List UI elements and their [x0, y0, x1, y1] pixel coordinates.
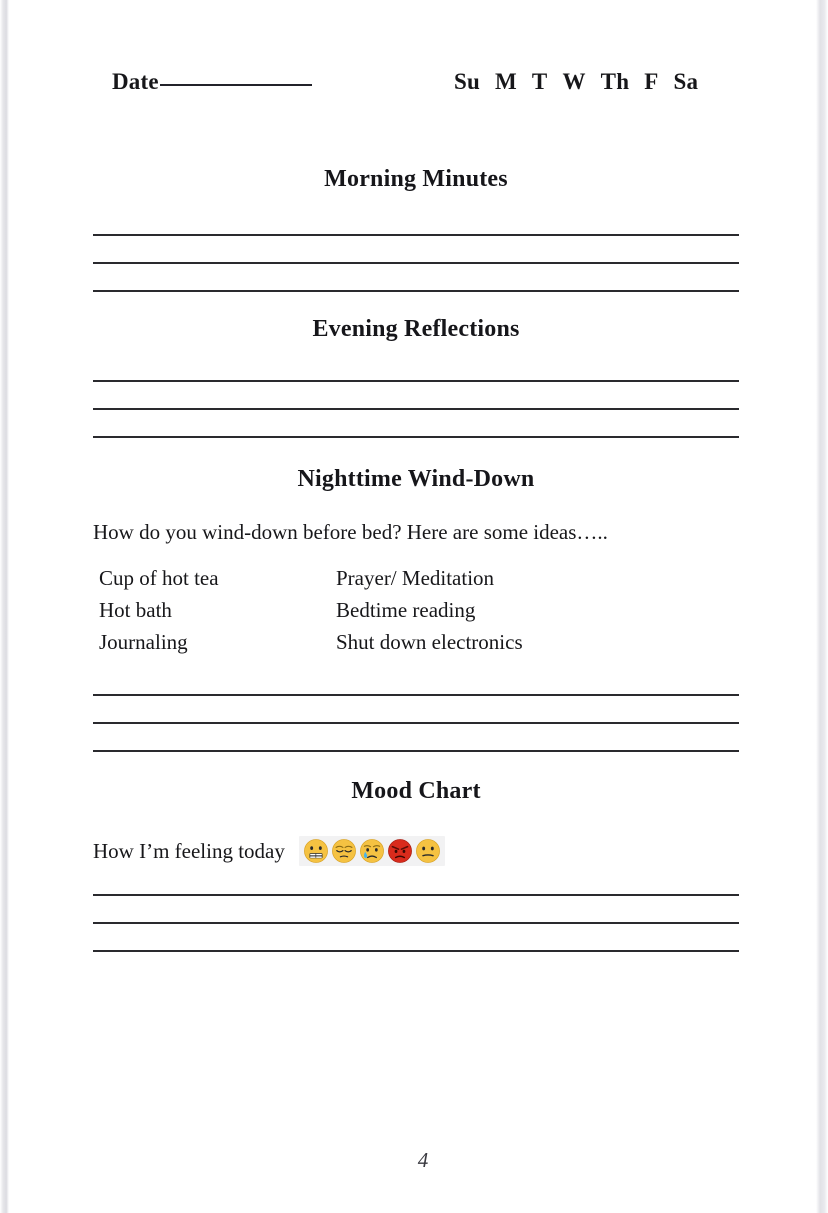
day-option-f[interactable]: F: [644, 69, 659, 94]
section-title-morning-minutes: Morning Minutes: [324, 166, 508, 192]
writing-line[interactable]: [93, 290, 739, 292]
writing-line[interactable]: [93, 262, 739, 264]
list-item: [99, 630, 699, 662]
morning-minutes-writing-lines[interactable]: [93, 234, 739, 292]
mood-selector-row: [93, 836, 445, 866]
day-option-w[interactable]: W: [562, 69, 586, 94]
page-sheet: [9, 0, 816, 1213]
header: [112, 69, 732, 103]
mood-prompt-text: How I’m feeling today: [93, 838, 285, 863]
mood-emoji-strip[interactable]: [299, 836, 445, 866]
sleepy-face-icon[interactable]: [331, 838, 357, 864]
idea-item: Bedtime reading: [336, 598, 476, 622]
writing-line[interactable]: [93, 722, 739, 724]
angry-red-face-icon[interactable]: [387, 838, 413, 864]
nighttime-writing-lines[interactable]: [93, 694, 739, 752]
writing-line[interactable]: [93, 922, 739, 924]
page-edge-left: [0, 0, 9, 1213]
date-input-blank[interactable]: [160, 84, 312, 86]
writing-line[interactable]: [93, 750, 739, 752]
mood-chart-writing-lines[interactable]: [93, 894, 739, 952]
list-item: [99, 598, 699, 630]
writing-line[interactable]: [93, 234, 739, 236]
section-title-mood-chart: Mood Chart: [351, 778, 481, 804]
section-title-evening-reflections: Evening Reflections: [312, 316, 520, 342]
confused-face-icon[interactable]: [415, 838, 441, 864]
day-option-th[interactable]: Th: [600, 69, 630, 94]
idea-item: Journaling: [99, 630, 188, 654]
writing-line[interactable]: [93, 894, 739, 896]
day-of-week-selector[interactable]: [454, 69, 698, 95]
page-number: 4: [417, 1148, 429, 1172]
evening-reflections-writing-lines[interactable]: [93, 380, 739, 438]
writing-line[interactable]: [93, 694, 739, 696]
idea-item: Prayer/ Meditation: [336, 566, 495, 590]
writing-line[interactable]: [93, 436, 739, 438]
day-option-su[interactable]: Su: [454, 69, 480, 94]
grimacing-face-icon[interactable]: [303, 838, 329, 864]
sad-tear-face-icon[interactable]: [359, 838, 385, 864]
section-title-nighttime-wind-down: Nighttime Wind-Down: [297, 466, 535, 492]
day-option-m[interactable]: M: [494, 69, 517, 94]
writing-line[interactable]: [93, 380, 739, 382]
nighttime-prompt-text: How do you wind-down before bed? Here are some ideas…..: [93, 520, 608, 544]
wind-down-ideas-list: [99, 566, 699, 662]
idea-item: Cup of hot tea: [99, 566, 219, 590]
list-item: [99, 566, 699, 598]
page-edge-right: [816, 0, 828, 1213]
day-option-sa[interactable]: Sa: [673, 69, 699, 94]
date-label: Date: [112, 69, 159, 94]
writing-line[interactable]: [93, 408, 739, 410]
writing-line[interactable]: [93, 950, 739, 952]
date-field-group[interactable]: [112, 69, 312, 95]
idea-item: Shut down electronics: [336, 630, 523, 654]
day-option-t[interactable]: T: [531, 69, 548, 94]
idea-item: Hot bath: [99, 598, 172, 622]
